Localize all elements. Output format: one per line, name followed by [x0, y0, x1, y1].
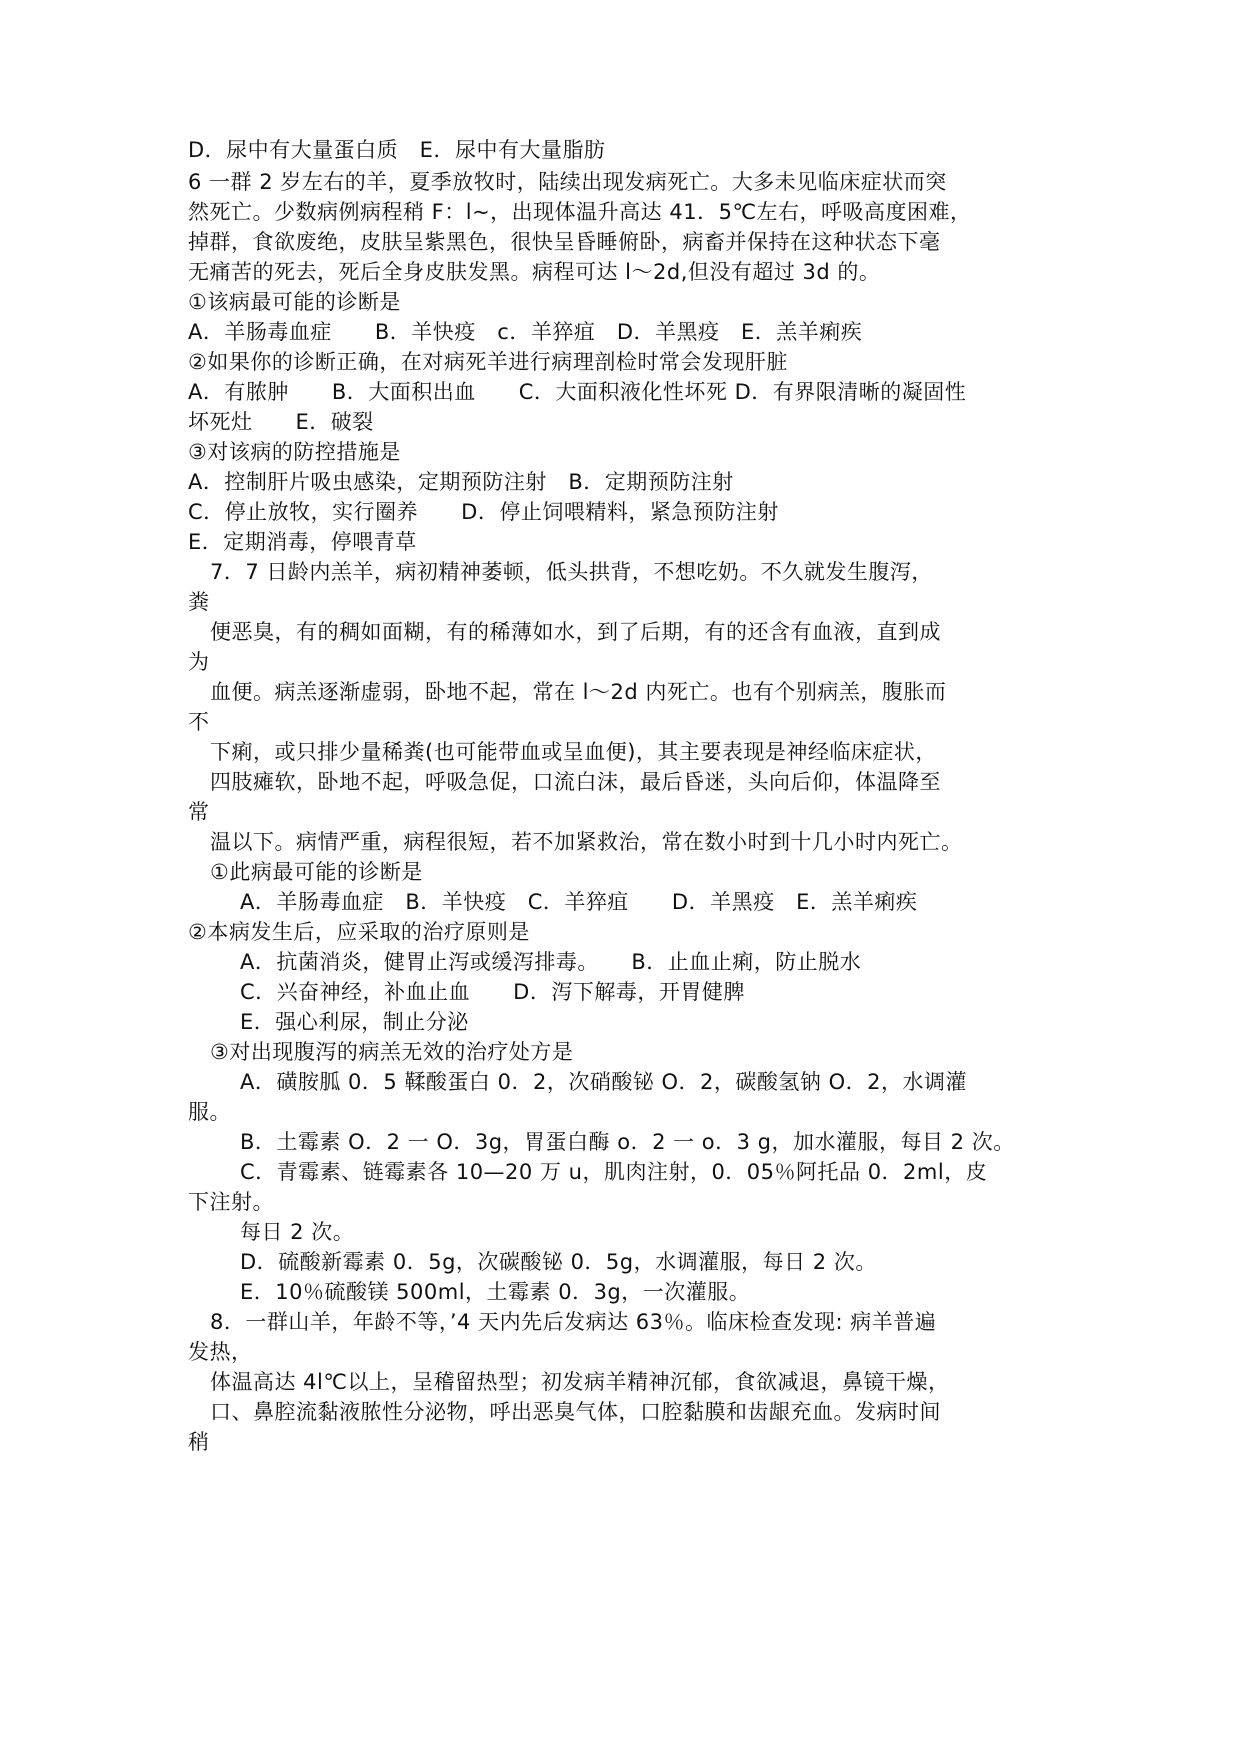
text-line: 温以下。病情严重，病程很短，若不加紧救治，常在数小时到十几小时内死亡。 [210, 830, 963, 854]
text-line: 下注射。 [188, 1190, 274, 1214]
text-line: 服。 [188, 1100, 231, 1124]
text-line: 四肢瘫软，卧地不起，呼吸急促，口流白沫，最后昏迷，头向后仰，体温降至 [210, 770, 941, 794]
text-line: 发热， [188, 1340, 253, 1364]
text-line: ③对该病的防控措施是 [188, 440, 401, 464]
text-line: E．定期消毒，停喂青草 [188, 530, 417, 554]
text-line: 坏死灶 E．破裂 [188, 410, 374, 434]
text-line: 7．7 日龄内羔羊，病初精神萎顿，低头拱背，不想吃奶。不久就发生腹泻， [210, 560, 933, 584]
text-line: D．尿中有大量蛋白质 E．尿中有大量脂肪 [188, 138, 606, 162]
text-line: E．10％硫酸镁 500ml，土霉素 0．3g，一次灌服。 [240, 1280, 751, 1304]
text-line: E．强心利尿，制止分泌 [240, 1010, 469, 1034]
text-line: A．羊肠毒血症 B．羊快疫 C．羊猝疽 D．羊黑疫 E．羔羊痢疾 [240, 890, 918, 914]
text-line: A．有脓肿 B．大面积出血 C．大面积液化性坏死 D．有界限清晰的凝固性 [188, 380, 967, 404]
text-line: A．控制肝片吸虫感染，定期预防注射 B．定期预防注射 [188, 470, 734, 494]
text-line: ②如果你的诊断正确，在对病死羊进行病理剖检时常会发现肝脏 [188, 350, 788, 374]
text-line: 稍 [188, 1430, 210, 1454]
text-line: D．硫酸新霉素 0．5g，次碳酸铋 0．5g，水调灌服，每日 2 次。 [240, 1250, 877, 1274]
text-line: ③对出现腹泻的病羔无效的治疗处方是 [210, 1040, 574, 1064]
text-line: 血便。病羔逐渐虚弱，卧地不起，常在 l～2d 内死亡。也有个别病羔，腹胀而 [210, 680, 947, 704]
text-line: ②本病发生后，应采取的治疗原则是 [188, 920, 530, 944]
text-line: A．磺胺胍 0．5 鞣酸蛋白 0．2，次硝酸铋 O．2，碳酸氢钠 O．2，水调灌 [240, 1070, 967, 1094]
text-line: 下痢，或只排少量稀粪(也可能带血或呈血便)，其主要表现是神经临床症状， [210, 740, 937, 764]
text-line: C．青霉素、链霉素各 10—20 万 u，肌肉注射，0．05％阿托品 0．2ml，皮 [240, 1160, 988, 1184]
text-line: 6 一群 2 岁左右的羊，夏季放牧时，陆续出现发病死亡。大多未见临床症状而突 [188, 170, 947, 194]
text-line: 掉群，食欲废绝，皮肤呈紫黑色，很快呈昏睡俯卧，病畜并保持在这种状态下毫 [188, 230, 941, 254]
text-line: 体温高达 4l℃以上，呈稽留热型；初发病羊精神沉郁，食欲减退，鼻镜干燥， [210, 1370, 950, 1394]
text-line: A．羊肠毒血症 B．羊快疫 c．羊猝疽 D．羊黑疫 E．羔羊痢疾 [188, 320, 863, 344]
text-line: 便恶臭，有的稠如面糊，有的稀薄如水，到了后期，有的还含有血液，直到成 [210, 620, 941, 644]
text-line: 不 [188, 710, 210, 734]
text-line: ①该病最可能的诊断是 [188, 290, 401, 314]
text-line: ①此病最可能的诊断是 [210, 860, 423, 884]
text-line: 常 [188, 800, 210, 824]
text-line: 口、鼻腔流黏液脓性分泌物，呼出恶臭气体，口腔黏膜和齿龈充血。发病时间 [210, 1400, 941, 1424]
text-line: A．抗菌消炎，健胃止泻或缓泻排毒。 B．止血止痢，防止脱水 [240, 950, 862, 974]
text-line: C．兴奋神经，补血止血 D．泻下解毒，开胃健脾 [240, 980, 745, 1004]
text-line: 每日 2 次。 [240, 1220, 355, 1244]
text-line: 为 [188, 650, 210, 674]
text-line: 然死亡。少数病例病程稍 F：l~，出现体温升高达 41．5℃左右，呼吸高度困难， [188, 200, 972, 224]
text-line: B．土霉素 O．2 一 O．3g，胃蛋白酶 o．2 一 o．3 g，加水灌服，每目 2 次。 [240, 1130, 1015, 1154]
text-line: 无痛苦的死去，死后全身皮肤发黑。病程可达 l～2d,但没有超过 3d 的。 [188, 260, 881, 284]
text-line: 粪 [188, 590, 210, 614]
text-line: C．停止放牧，实行圈养 D．停止饲喂精料，紧急预防注射 [188, 500, 779, 524]
text-line: 8．一群山羊，年龄不等，’4 天内先后发病达 63％。临床检查发现: 病羊普遍 [210, 1310, 937, 1334]
